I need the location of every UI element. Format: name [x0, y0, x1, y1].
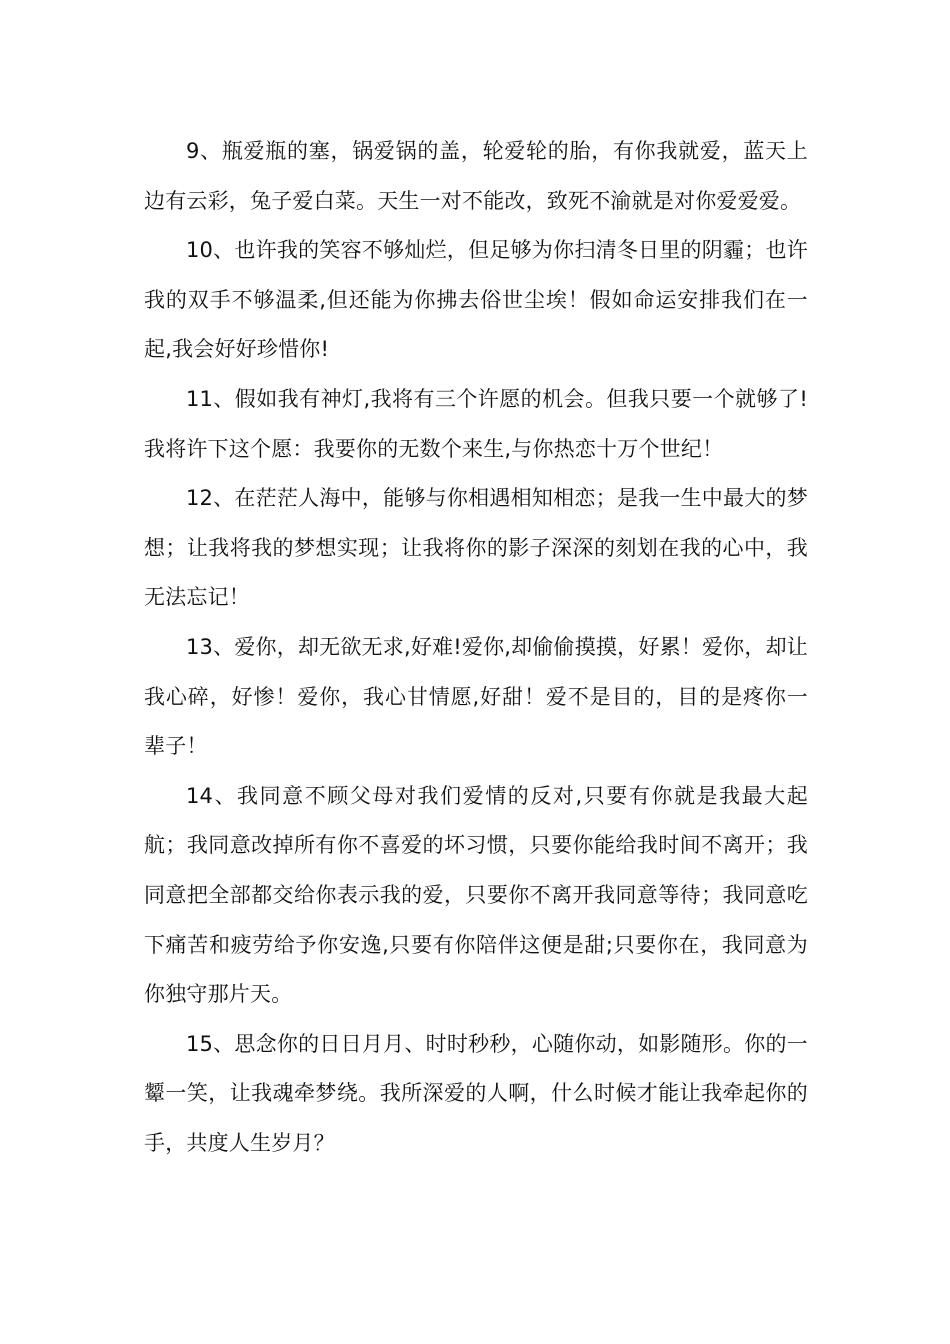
- document-body: [144, 127, 808, 1168]
- paragraph-13: 13、爱你，却无欲无求,好难!爱你,却偷偷摸摸，好累！爱你，却让我心碎，好惨！爱你，我心甘情愿,好甜！爱不是目的，目的是疼你一辈子！: [144, 634, 808, 759]
- paragraph-9: 9、瓶爱瓶的塞，锅爱锅的盖，轮爱轮的胎，有你我就爱，蓝天上边有云彩，兔子爱白菜。天生一对不能改，致死不渝就是对你爱爱爱。: [144, 139, 808, 213]
- paragraph-10: 10、也许我的笑容不够灿烂，但足够为你扫清冬日里的阴霾；也许我的双手不够温柔,但还能为你拂去俗世尘埃！假如命运安排我们在一起,我会好好珍惜你!: [144, 238, 808, 362]
- paragraph-15: 15、思念你的日日月月、时时秒秒，心随你动，如影随形。你的一颦一笑，让我魂牵梦绕。我所深爱的人啊，什么时候才能让我牵起你的手，共度人生岁月？: [144, 1031, 808, 1155]
- paragraph-12: 12、在茫茫人海中，能够与你相遇相知相恋；是我一生中最大的梦想；让我将我的梦想实现；让我将你的影子深深的刻划在我的心中，我无法忘记！: [144, 486, 808, 610]
- paragraph-11: 11、假如我有神灯,我将有三个许愿的机会。但我只要一个就够了!我将许下这个愿：我要你的无数个来生,与你热恋十万个世纪！: [144, 386, 808, 461]
- paragraph-14: 14、我同意不顾父母对我们爱情的反对,只要有你就是我最大起航；我同意改掉所有你不喜爱的坏习惯，只要你能给我时间不离开；我同意把全部都交给你表示我的爱，只要你不离开我同意等待；我同意吃下痛苦和疲劳给予你安逸,只要有你陪伴这便是甜;只要你在，我同意为你独守那片天。: [144, 783, 808, 1007]
